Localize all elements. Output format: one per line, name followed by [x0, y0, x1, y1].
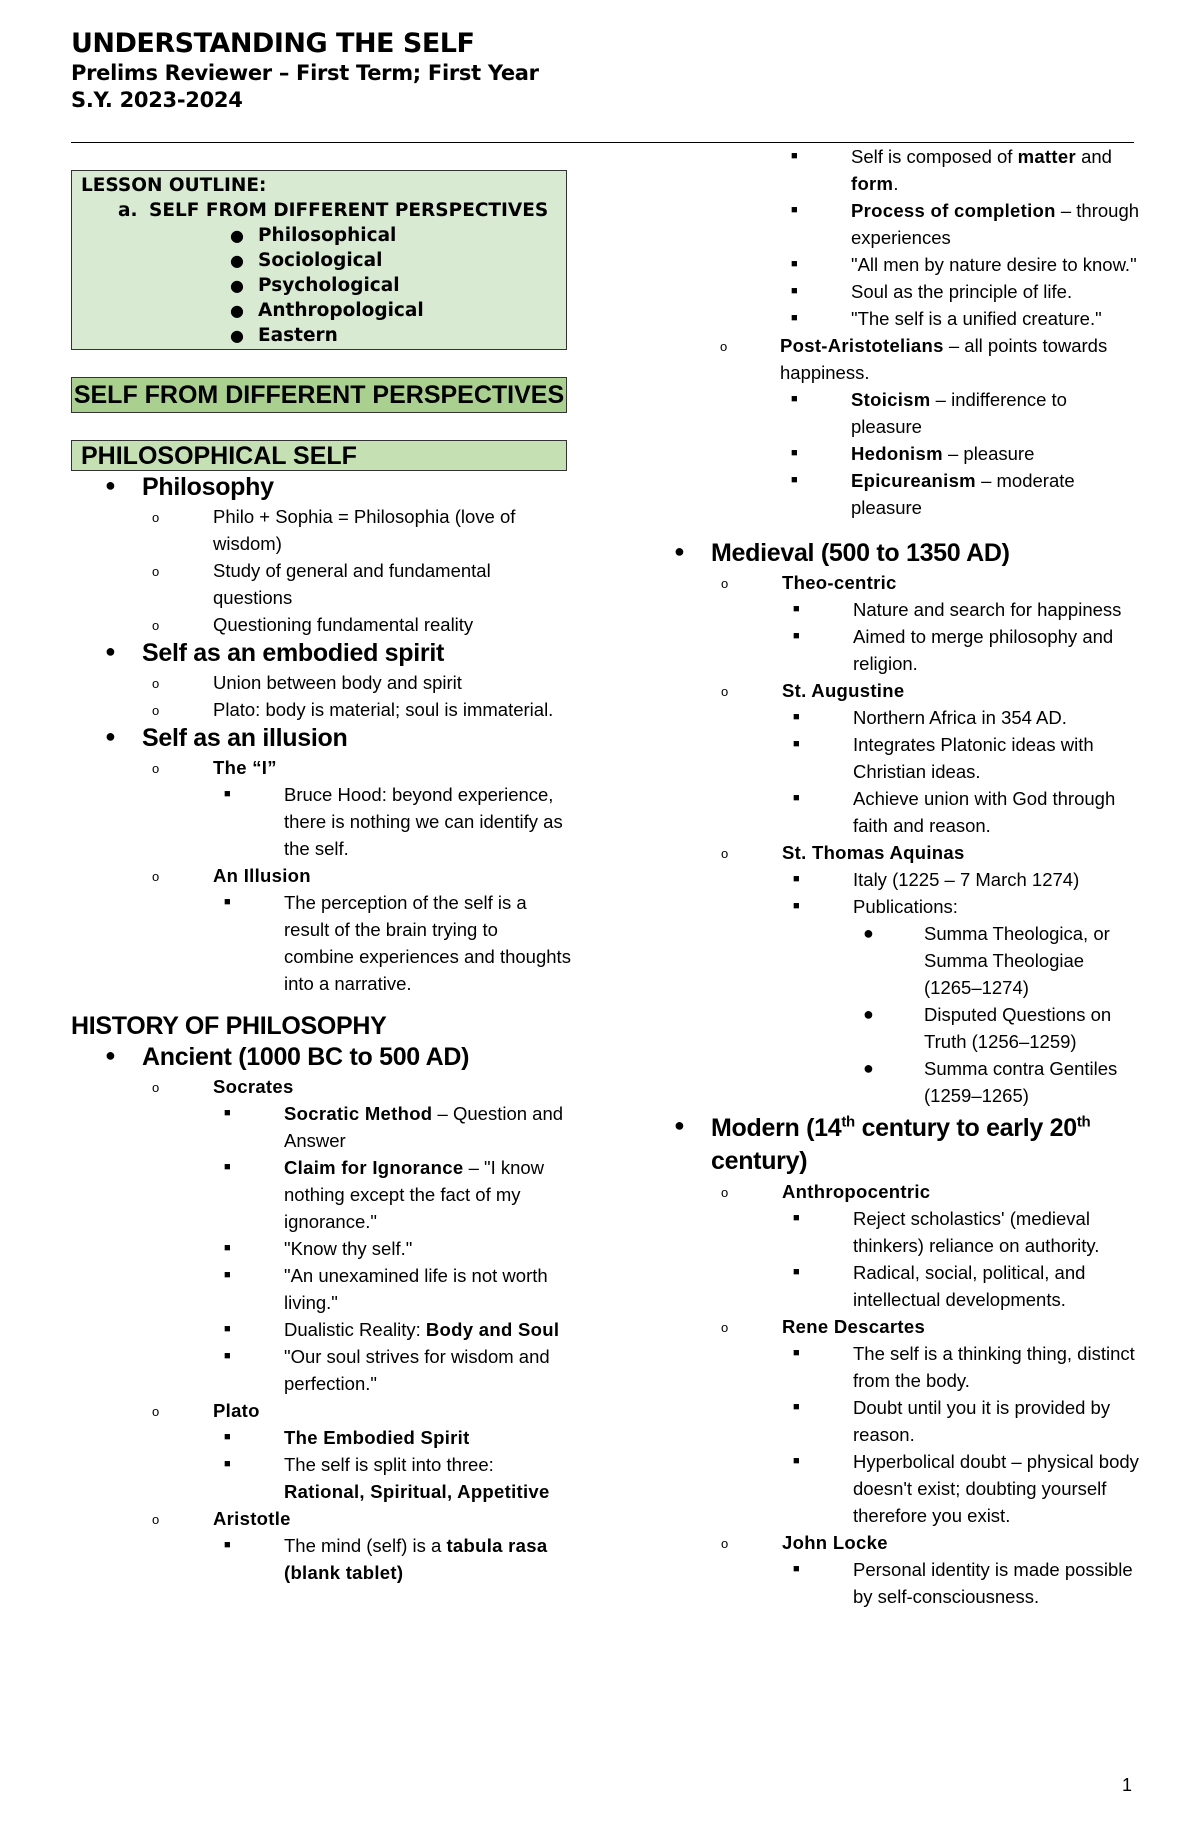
list-item — [71, 472, 571, 638]
list-item: ● Disputed Questions on Truth (1256–1259) — [853, 1001, 1140, 1055]
list-item: ■ Soul as the principle of life. — [640, 278, 1140, 305]
list-item: o An Illusion ■ The perception of the self is a result of the brain trying to combine experiences and thoughts into a narrative. — [142, 862, 571, 997]
lesson-outline-item-label: SELF FROM DIFFERENT PERSPECTIVES — [149, 200, 549, 221]
school-year: S.Y. 2023-2024 — [71, 88, 243, 112]
list-item: ■ Doubt until you it is provided by reason. — [782, 1394, 1140, 1448]
list-item: ● Philosophical — [230, 225, 397, 246]
square-bullet-icon: ■ — [793, 900, 800, 912]
circle-bullet-icon: o — [720, 339, 728, 354]
list-item: ■ "All men by nature desire to know." — [640, 251, 1140, 278]
lesson-outline-box — [71, 170, 567, 350]
circle-bullet-icon: o — [152, 869, 160, 884]
bullet-icon: ● — [105, 726, 116, 746]
bullet-icon: ● — [863, 1058, 874, 1078]
list-item: o The “I” ■ Bruce Hood: beyond experience, there is nothing we can identify as the self. — [142, 754, 571, 862]
list-item: o Philo + Sophia = Philosophia (love of wisdom) — [152, 506, 516, 554]
bullet-icon: ● — [230, 301, 244, 320]
list-item: ■ Reject scholastics' (medieval thinkers) reliance on authority. — [782, 1205, 1140, 1259]
history-ancient-list — [71, 1042, 571, 1586]
list-item: o Plato ■ The Embodied Spirit ■ The self is split into three: Rational, Spiritual, Appetitive — [142, 1397, 571, 1505]
list-item — [640, 1112, 1140, 1610]
list-item: o Post-Aristotelians – all points towards happiness. ■ Stoicism – indifference to pleasure ■ Hedonism – pleasure ■ Epicureanism – moderate pleasure — [640, 332, 1140, 521]
list-item: ■ Publications: ● Summa Theologica, or Summa Theologiae (1265–1274) ● Disputed Questions on Truth (1256–1259) ● Summa contra Gentiles (1259–1265) — [782, 893, 1140, 1109]
list-item: ● Summa Theologica, or Summa Theologiae (1265–1274) — [853, 920, 1140, 1001]
document-subtitle: Prelims Reviewer – First Term; First Year — [71, 61, 539, 85]
list-item: ■ Dualistic Reality: Body and Soul — [213, 1316, 571, 1343]
list-item: ■ Italy (1225 – 7 March 1274) — [782, 866, 1140, 893]
circle-bullet-icon: o — [721, 1320, 729, 1335]
medieval-heading: Medieval (500 to 1350 AD) — [711, 539, 1010, 567]
circle-bullet-icon: o — [152, 676, 160, 691]
lesson-outline-item — [81, 198, 566, 223]
list-item: ■ Achieve union with God through faith and reason. — [782, 785, 1140, 839]
list-item — [71, 723, 571, 997]
lesson-outline-subitems — [81, 223, 566, 348]
circle-bullet-icon: o — [152, 564, 160, 579]
square-bullet-icon: ■ — [793, 1212, 800, 1224]
list-item: o Theo-centric ■ Nature and search for happiness ■ Aimed to merge philosophy and religion. — [711, 569, 1140, 677]
circle-bullet-icon: o — [721, 1185, 729, 1200]
list-item: ■ Self is composed of matter and form. — [640, 143, 1140, 197]
list-item — [640, 538, 1140, 1109]
circle-bullet-icon: o — [152, 761, 160, 776]
list-item: o Rene Descartes ■ The self is a thinking thing, distinct from the body. ■ Doubt until you it is provided by reason. ■ Hyperbolical doubt – physical body doesn't exist; doubting yourself therefore you exist. — [711, 1313, 1140, 1529]
bullet-icon: ● — [105, 641, 116, 661]
square-bullet-icon: ■ — [793, 630, 800, 642]
square-bullet-icon: ■ — [224, 1458, 231, 1470]
ancient-heading: Ancient (1000 BC to 500 AD) — [142, 1043, 470, 1071]
square-bullet-icon: ■ — [793, 792, 800, 804]
circle-bullet-icon: o — [152, 1080, 160, 1095]
list-item: ■ Aimed to merge philosophy and religion. — [782, 623, 1140, 677]
list-item: ■ Integrates Platonic ideas with Christian ideas. — [782, 731, 1140, 785]
list-item: ■ Stoicism – indifference to pleasure — [780, 386, 1140, 440]
square-bullet-icon: ■ — [793, 1563, 800, 1575]
circle-bullet-icon: o — [152, 510, 160, 525]
square-bullet-icon: ■ — [224, 788, 231, 800]
square-bullet-icon: ■ — [791, 447, 798, 459]
square-bullet-icon: ■ — [791, 204, 798, 216]
list-item: ■ "Know thy self." — [213, 1235, 571, 1262]
list-item: ■ Epicureanism – moderate pleasure — [780, 467, 1140, 521]
lesson-outline-item-letter: a. — [118, 200, 138, 221]
document-title: UNDERSTANDING THE SELF — [71, 28, 475, 59]
square-bullet-icon: ■ — [793, 1455, 800, 1467]
list-item: ■ The perception of the self is a result of the brain trying to combine experiences and thoughts into a narrative. — [213, 889, 571, 997]
list-item: o Study of general and fundamental questions — [152, 560, 491, 608]
list-item: o John Locke ■ Personal identity is made possible by self-consciousness. — [711, 1529, 1140, 1610]
list-item: ■ Bruce Hood: beyond experience, there is nothing we can identify as the self. — [213, 781, 571, 862]
philosophical-self-banner: PHILOSOPHICAL SELF — [71, 440, 567, 471]
square-bullet-icon: ■ — [793, 603, 800, 615]
spacer — [640, 521, 1140, 538]
circle-bullet-icon: o — [152, 618, 160, 633]
list-item — [71, 1042, 571, 1586]
circle-bullet-icon: o — [721, 684, 729, 699]
section-banner: SELF FROM DIFFERENT PERSPECTIVES — [71, 377, 567, 413]
list-item: ■ Nature and search for happiness — [782, 596, 1140, 623]
list-item — [71, 638, 571, 723]
list-item: o Aristotle ■ The mind (self) is a tabula rasa (blank tablet) — [142, 1505, 571, 1586]
list-item: ● Eastern — [230, 325, 338, 346]
list-item: ● Summa contra Gentiles (1259–1265) — [853, 1055, 1140, 1109]
list-item: ■ Claim for Ignorance – "I know nothing except the fact of my ignorance." — [213, 1154, 571, 1235]
illusion-heading: Self as an illusion — [142, 724, 348, 752]
circle-bullet-icon: o — [721, 846, 729, 861]
bullet-icon: ● — [674, 1115, 685, 1135]
bullet-icon: ● — [230, 326, 244, 345]
circle-bullet-icon: o — [152, 703, 160, 718]
philosophy-heading: Philosophy — [142, 473, 274, 501]
list-item: ■ Hyperbolical doubt – physical body doesn't exist; doubting yourself therefore you exist. — [782, 1448, 1140, 1529]
square-bullet-icon: ■ — [793, 1401, 800, 1413]
list-item: ■ Socratic Method – Question and Answer — [213, 1100, 571, 1154]
bullet-icon: ● — [230, 276, 244, 295]
square-bullet-icon: ■ — [224, 1350, 231, 1362]
list-item: ■ Personal identity is made possible by self-consciousness. — [782, 1556, 1140, 1610]
list-item: o St. Augustine ■ Northern Africa in 354 AD. ■ Integrates Platonic ideas with Christian ideas. ■ Achieve union with God through faith and reason. — [711, 677, 1140, 839]
document-header — [71, 28, 539, 114]
list-item: o Anthropocentric ■ Reject scholastics' (medieval thinkers) reliance on authority. ■ Radical, social, political, and intellectual developments. — [711, 1178, 1140, 1313]
square-bullet-icon: ■ — [791, 312, 798, 324]
square-bullet-icon: ■ — [224, 1107, 231, 1119]
square-bullet-icon: ■ — [791, 258, 798, 270]
bullet-icon: ● — [863, 923, 874, 943]
modern-heading: Modern (14th century to early 20th century) — [711, 1113, 1091, 1175]
list-item: ■ The mind (self) is a tabula rasa (blank tablet) — [213, 1532, 571, 1586]
embodied-heading: Self as an embodied spirit — [142, 639, 445, 667]
list-item: ■ Process of completion – through experiences — [640, 197, 1140, 251]
square-bullet-icon: ■ — [791, 393, 798, 405]
square-bullet-icon: ■ — [224, 1269, 231, 1281]
list-item: o St. Thomas Aquinas ■ Italy (1225 – 7 March 1274) ■ Publications: ● Summa Theologica, or Summa Theologiae (1265–1274) ● Disputed Questions on Truth (1256–1259) ● Summa contra Gentiles (1259–1265) — [711, 839, 1140, 1109]
square-bullet-icon: ■ — [793, 1266, 800, 1278]
square-bullet-icon: ■ — [224, 1431, 231, 1443]
bullet-icon: ● — [230, 226, 244, 245]
list-item: o Plato: body is material; soul is immaterial. — [142, 696, 571, 723]
list-item: ■ "The self is a unified creature." — [640, 305, 1140, 332]
list-item: o Questioning fundamental reality — [142, 611, 571, 638]
square-bullet-icon: ■ — [224, 1323, 231, 1335]
philosophical-self-list — [71, 472, 571, 997]
square-bullet-icon: ■ — [793, 711, 800, 723]
list-item: ● Sociological — [230, 250, 383, 271]
bullet-icon: ● — [674, 541, 685, 561]
square-bullet-icon: ■ — [224, 1242, 231, 1254]
list-item: ■ Radical, social, political, and intellectual developments. — [782, 1259, 1140, 1313]
square-bullet-icon: ■ — [791, 285, 798, 297]
page-number: 1 — [1122, 1775, 1133, 1795]
history-medieval-modern-list — [640, 538, 1140, 1610]
list-item: ■ "An unexamined life is not worth living." — [213, 1262, 571, 1316]
list-item: ● Psychological — [230, 275, 400, 296]
circle-bullet-icon: o — [721, 576, 729, 591]
history-heading: HISTORY OF PHILOSOPHY — [71, 1012, 387, 1040]
list-item: o Union between body and spirit — [142, 669, 571, 696]
list-item: o Socrates ■ Socratic Method – Question and Answer ■ Claim for Ignorance – "I know nothing except the fact of my ignorance." ■ "Know thy self." ■ "An unexamined life is not worth living." ■ Dualistic Reality: Body and Soul ■ "Our soul strives for wisdom and perfection." — [142, 1073, 571, 1397]
list-item: ■ "Our soul strives for wisdom and perfection." — [213, 1343, 571, 1397]
list-item: ■ Hedonism – pleasure — [780, 440, 1140, 467]
list-item: ■ Northern Africa in 354 AD. — [782, 704, 1140, 731]
square-bullet-icon: ■ — [793, 1347, 800, 1359]
lesson-outline-title: LESSON OUTLINE: — [81, 175, 267, 196]
aristotle-continued-list — [640, 143, 1140, 521]
square-bullet-icon: ■ — [791, 474, 798, 486]
square-bullet-icon: ■ — [793, 738, 800, 750]
circle-bullet-icon: o — [721, 1536, 729, 1551]
bullet-icon: ● — [105, 1045, 116, 1065]
bullet-icon: ● — [105, 475, 116, 495]
left-column — [71, 145, 571, 1586]
square-bullet-icon: ■ — [791, 150, 798, 162]
right-column — [640, 143, 1140, 1610]
list-item: ■ The self is split into three: Rational, Spiritual, Appetitive — [213, 1451, 571, 1505]
square-bullet-icon: ■ — [793, 873, 800, 885]
square-bullet-icon: ■ — [224, 896, 231, 908]
circle-bullet-icon: o — [152, 1404, 160, 1419]
circle-bullet-icon: o — [152, 1512, 160, 1527]
bullet-icon: ● — [230, 251, 244, 270]
square-bullet-icon: ■ — [224, 1539, 231, 1551]
bullet-icon: ● — [863, 1004, 874, 1024]
square-bullet-icon: ■ — [224, 1161, 231, 1173]
list-item: ■ The Embodied Spirit — [213, 1424, 571, 1451]
list-item: ● Anthropological — [230, 300, 424, 321]
list-item: ■ The self is a thinking thing, distinct from the body. — [782, 1340, 1140, 1394]
